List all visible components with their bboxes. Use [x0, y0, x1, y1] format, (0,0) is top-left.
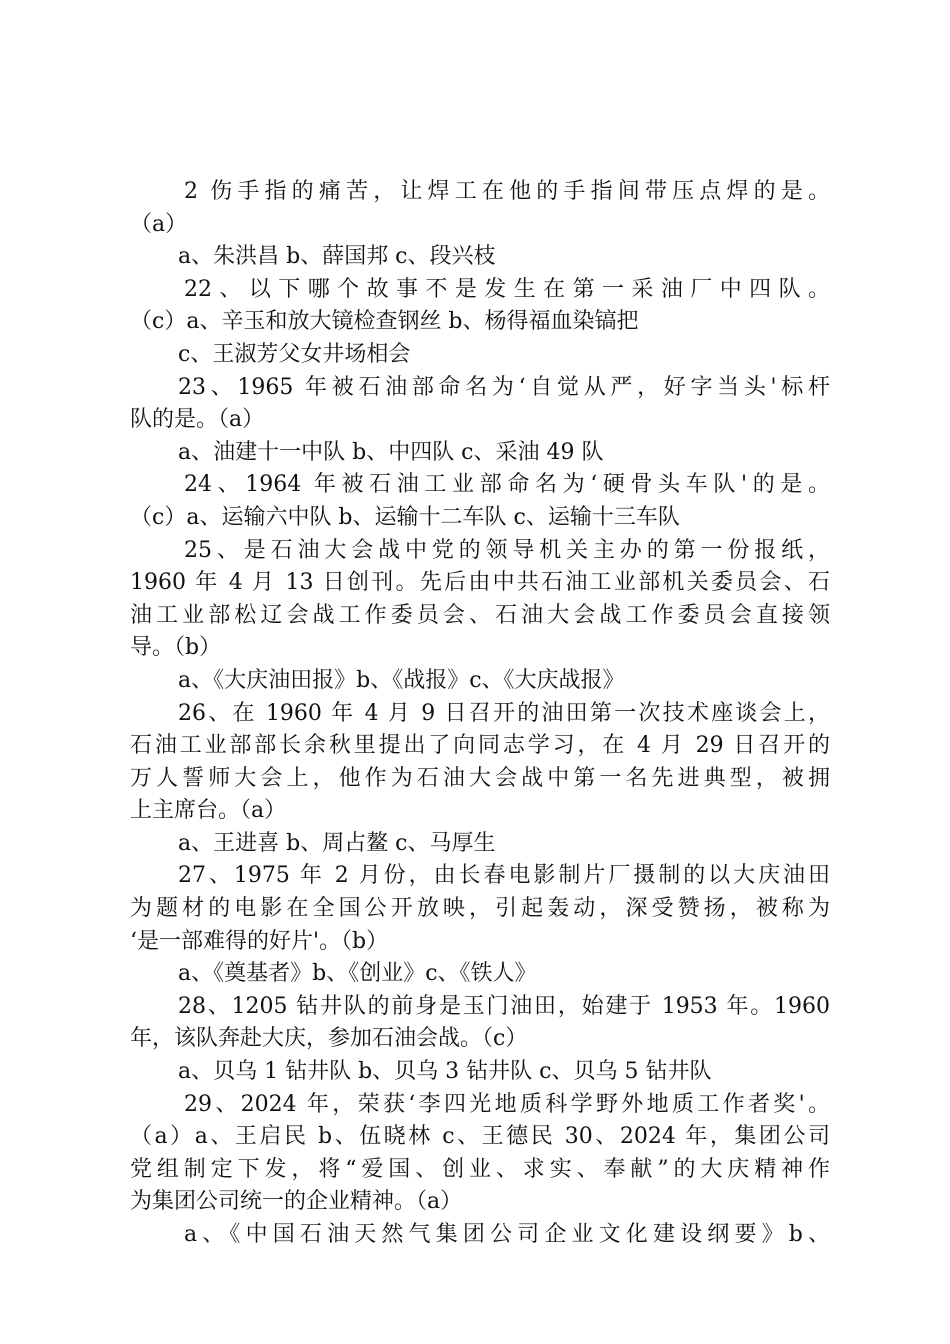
text-line: 24、1964 年被石油工业部命名为‘硬骨头车队'的是。	[184, 472, 830, 498]
text-line: 导。（b）	[130, 635, 222, 661]
text-line: 29、2024 年，荣获‘李四光地质科学野外地质工作者奖'。	[184, 1091, 830, 1117]
text-line: 万人誓师大会上，他作为石油大会战中第一名先进典型，被拥	[130, 765, 830, 791]
text-line: c、王淑芳父女井场相会	[178, 341, 411, 367]
text-line: 2 伤手指的痛苦，让焊工在他的手指间带压点焊的是。	[184, 179, 830, 204]
text-line: 23、1965 年被石油部命名为‘自觉从严，好字当头'标杆	[178, 374, 830, 400]
text-line: a、贝乌 1 钻井队 b、贝乌 3 钻井队 c、贝乌 5 钻井队	[178, 1059, 712, 1085]
text-line: 年，该队奔赴大庆，参加石油会战。（c）	[130, 1026, 528, 1052]
text-line: 油工业部松辽会战工作委员会、石油大会战工作委员会直接领	[130, 602, 830, 628]
text-line: a、《奠基者》b、《创业》c、《铁人》	[178, 961, 537, 987]
text-line: 27、1975 年 2 月份，由长春电影制片厂摄制的以大庆油田	[178, 863, 830, 889]
text-line: a、朱洪昌 b、薛国邦 c、段兴枝	[178, 244, 496, 270]
text-line: 上主席台。（a）	[130, 798, 287, 824]
text-line: 为题材的电影在全国公开放映，引起轰动，深受赞扬，被称为	[130, 896, 830, 922]
text-line: 石油工业部部长余秋里提出了向同志学习，在 4 月 29 日召开的	[130, 733, 830, 759]
text-line: a、《大庆油田报》b、《战报》c、《大庆战报》	[178, 667, 625, 693]
text-line: 26、在 1960 年 4 月 9 日召开的油田第一次技术座谈会上，	[178, 700, 830, 726]
text-line: 1960 年 4 月 13 日创刊。先后由中共石油工业部机关委员会、石	[130, 570, 830, 596]
text-line: 为集团公司统一的企业精神。（a）	[130, 1189, 463, 1215]
text-line: a、《中国石油天然气集团公司企业文化建设纲要》b、	[184, 1222, 830, 1247]
text-line: 25、是石油大会战中党的领导机关主办的第一份报纸，	[184, 537, 830, 563]
text-line: a、油建十一中队 b、中四队 c、采油 49 队	[178, 439, 604, 465]
text-line: （a）a、王启民 b、伍晓林 c、王德民 30、2024 年，集团公司	[130, 1124, 830, 1150]
text-line: 党组制定下发，将“爱国、创业、求实、奉献”的大庆精神作	[130, 1156, 830, 1182]
text-line: 22、以下哪个故事不是发生在第一采油厂中四队。	[184, 276, 830, 302]
text-line: 28、1205 钻井队的前身是玉门油田，始建于 1953 年。1960	[178, 993, 830, 1019]
document-body	[130, 176, 830, 1252]
text-line: （a）	[130, 211, 188, 237]
text-line: a、王进喜 b、周占鳌 c、马厚生	[178, 830, 496, 856]
text-line: 队的是。（a）	[130, 407, 265, 433]
text-line: （c）a、运输六中队 b、运输十二车队 c、运输十三车队	[130, 504, 680, 530]
text-line: ‘是一部难得的好片'。（b）	[130, 928, 389, 954]
text-line: （c）a、辛玉和放大镜检查钢丝 b、杨得福血染镐把	[130, 309, 639, 335]
